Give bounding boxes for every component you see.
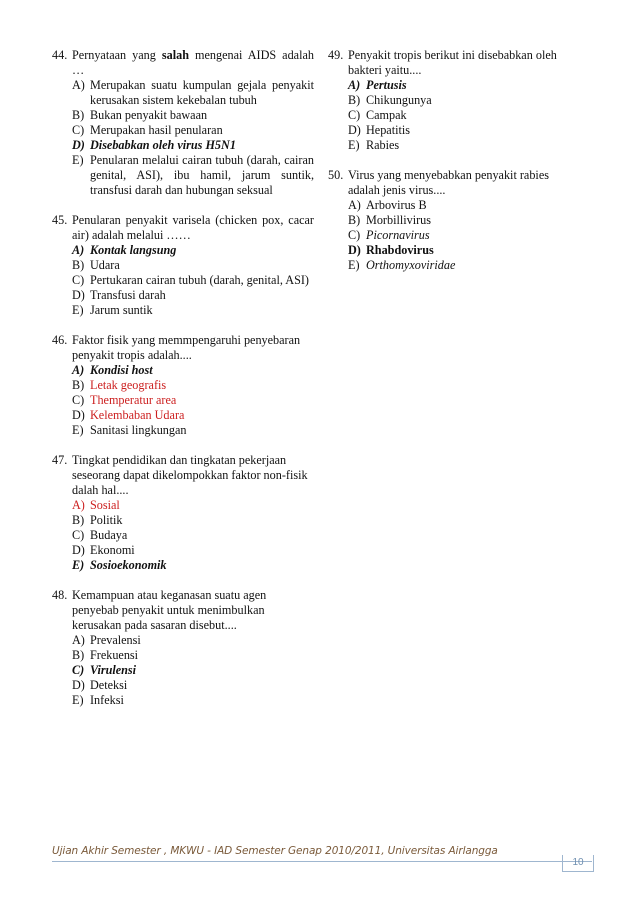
option-d-answer: D) Rhabdovirus — [348, 243, 434, 257]
option-e: E) Jarum suntik — [72, 303, 153, 317]
option-b: B) Morbillivirus — [348, 213, 432, 227]
option-a: A) Arbovirus B — [348, 198, 427, 212]
question-text: Tingkat pendidikan dan tingkatan pekerjaan seseorang dapat dikelompokkan faktor non-fisik dalah hal.... — [72, 453, 308, 497]
option-c: C) Picornavirus — [348, 228, 430, 242]
option-e: E) Sanitasi lingkungan — [72, 423, 187, 437]
option-c: C) Merupakan hasil penularan — [72, 123, 223, 137]
question-46 — [52, 333, 314, 438]
question-number: 50. — [328, 168, 344, 182]
option-d: D) Kelembaban Udara — [72, 408, 185, 422]
left-column — [52, 48, 314, 723]
option-e: E) Penularan melalui cairan tubuh (darah, cairan genital, ASI), ibu hamil, jarum suntik, transfusi darah dan hubungan seksual — [72, 153, 314, 197]
question-50 — [328, 168, 576, 273]
option-d: D) Ekonomi — [72, 543, 135, 557]
question-48 — [52, 588, 314, 708]
option-a-answer: A) Kontak langsung — [72, 243, 177, 257]
option-e: E) Infeksi — [72, 693, 124, 707]
footer-divider — [52, 861, 592, 862]
question-47 — [52, 453, 314, 573]
option-d: D) Transfusi darah — [72, 288, 166, 302]
question-text: Virus yang menyebabkan penyakit rabies adalah jenis virus.... — [348, 168, 549, 197]
question-text: Penularan penyakit varisela (chicken pox, cacar air) adalah melalui …… — [72, 213, 314, 242]
option-e: E) Rabies — [348, 138, 400, 152]
right-column — [328, 48, 576, 288]
option-a: A) Sosial — [72, 498, 120, 512]
option-c: C) Budaya — [72, 528, 128, 542]
option-a-answer: A) Pertusis — [348, 78, 407, 92]
option-a-answer: A) Kondisi host — [72, 363, 153, 377]
option-c: C) Campak — [348, 108, 407, 122]
page-number: 10 — [562, 855, 594, 872]
question-number: 47. — [52, 453, 68, 467]
option-d: D) Deteksi — [72, 678, 128, 692]
question-number: 44. — [52, 48, 68, 62]
option-b: B) Frekuensi — [72, 648, 139, 662]
question-text: Kemampuan atau keganasan suatu agen penyebab penyakit untuk menimbulkan kerusakan pada sasaran disebut.... — [72, 588, 267, 632]
option-d: D) Hepatitis — [348, 123, 411, 137]
option-d-answer: D) Disebabkan oleh virus H5N1 — [72, 138, 236, 152]
option-b: B) Chikungunya — [348, 93, 432, 107]
option-b: B) Letak geografis — [72, 378, 167, 392]
option-e-answer: E) Sosioekonomik — [72, 558, 167, 572]
option-e: E) Orthomyxoviridae — [348, 258, 456, 272]
option-c-answer: C) Virulensi — [72, 663, 137, 677]
question-text: Pernyataan yang salah mengenai AIDS adalah … — [72, 48, 314, 77]
question-number: 45. — [52, 213, 68, 227]
option-c: C) Pertukaran cairan tubuh (darah, genital, ASI) — [72, 273, 309, 287]
option-a: A) Prevalensi — [72, 633, 141, 647]
footer-text: Ujian Akhir Semester , MKWU - IAD Semester Genap 2010/2011, Universitas Airlangga — [52, 845, 498, 857]
question-number: 48. — [52, 588, 68, 602]
question-text: Penyakit tropis berikut ini disebabkan oleh bakteri yaitu.... — [348, 48, 557, 77]
option-b: B) Politik — [72, 513, 123, 527]
question-45 — [52, 213, 314, 318]
question-text: Faktor fisik yang memmpengaruhi penyebaran penyakit tropis adalah.... — [72, 333, 301, 362]
option-b: B) Bukan penyakit bawaan — [72, 108, 208, 122]
question-number: 46. — [52, 333, 68, 347]
option-b: B) Udara — [72, 258, 120, 272]
option-a: A) Merupakan suatu kumpulan gejala penyakit kerusakan sistem kekebalan tubuh — [72, 78, 314, 107]
option-c: C) Themperatur area — [72, 393, 177, 407]
question-49 — [328, 48, 576, 153]
emphasis-word: salah — [161, 48, 189, 62]
question-number: 49. — [328, 48, 344, 62]
question-44 — [52, 48, 314, 198]
